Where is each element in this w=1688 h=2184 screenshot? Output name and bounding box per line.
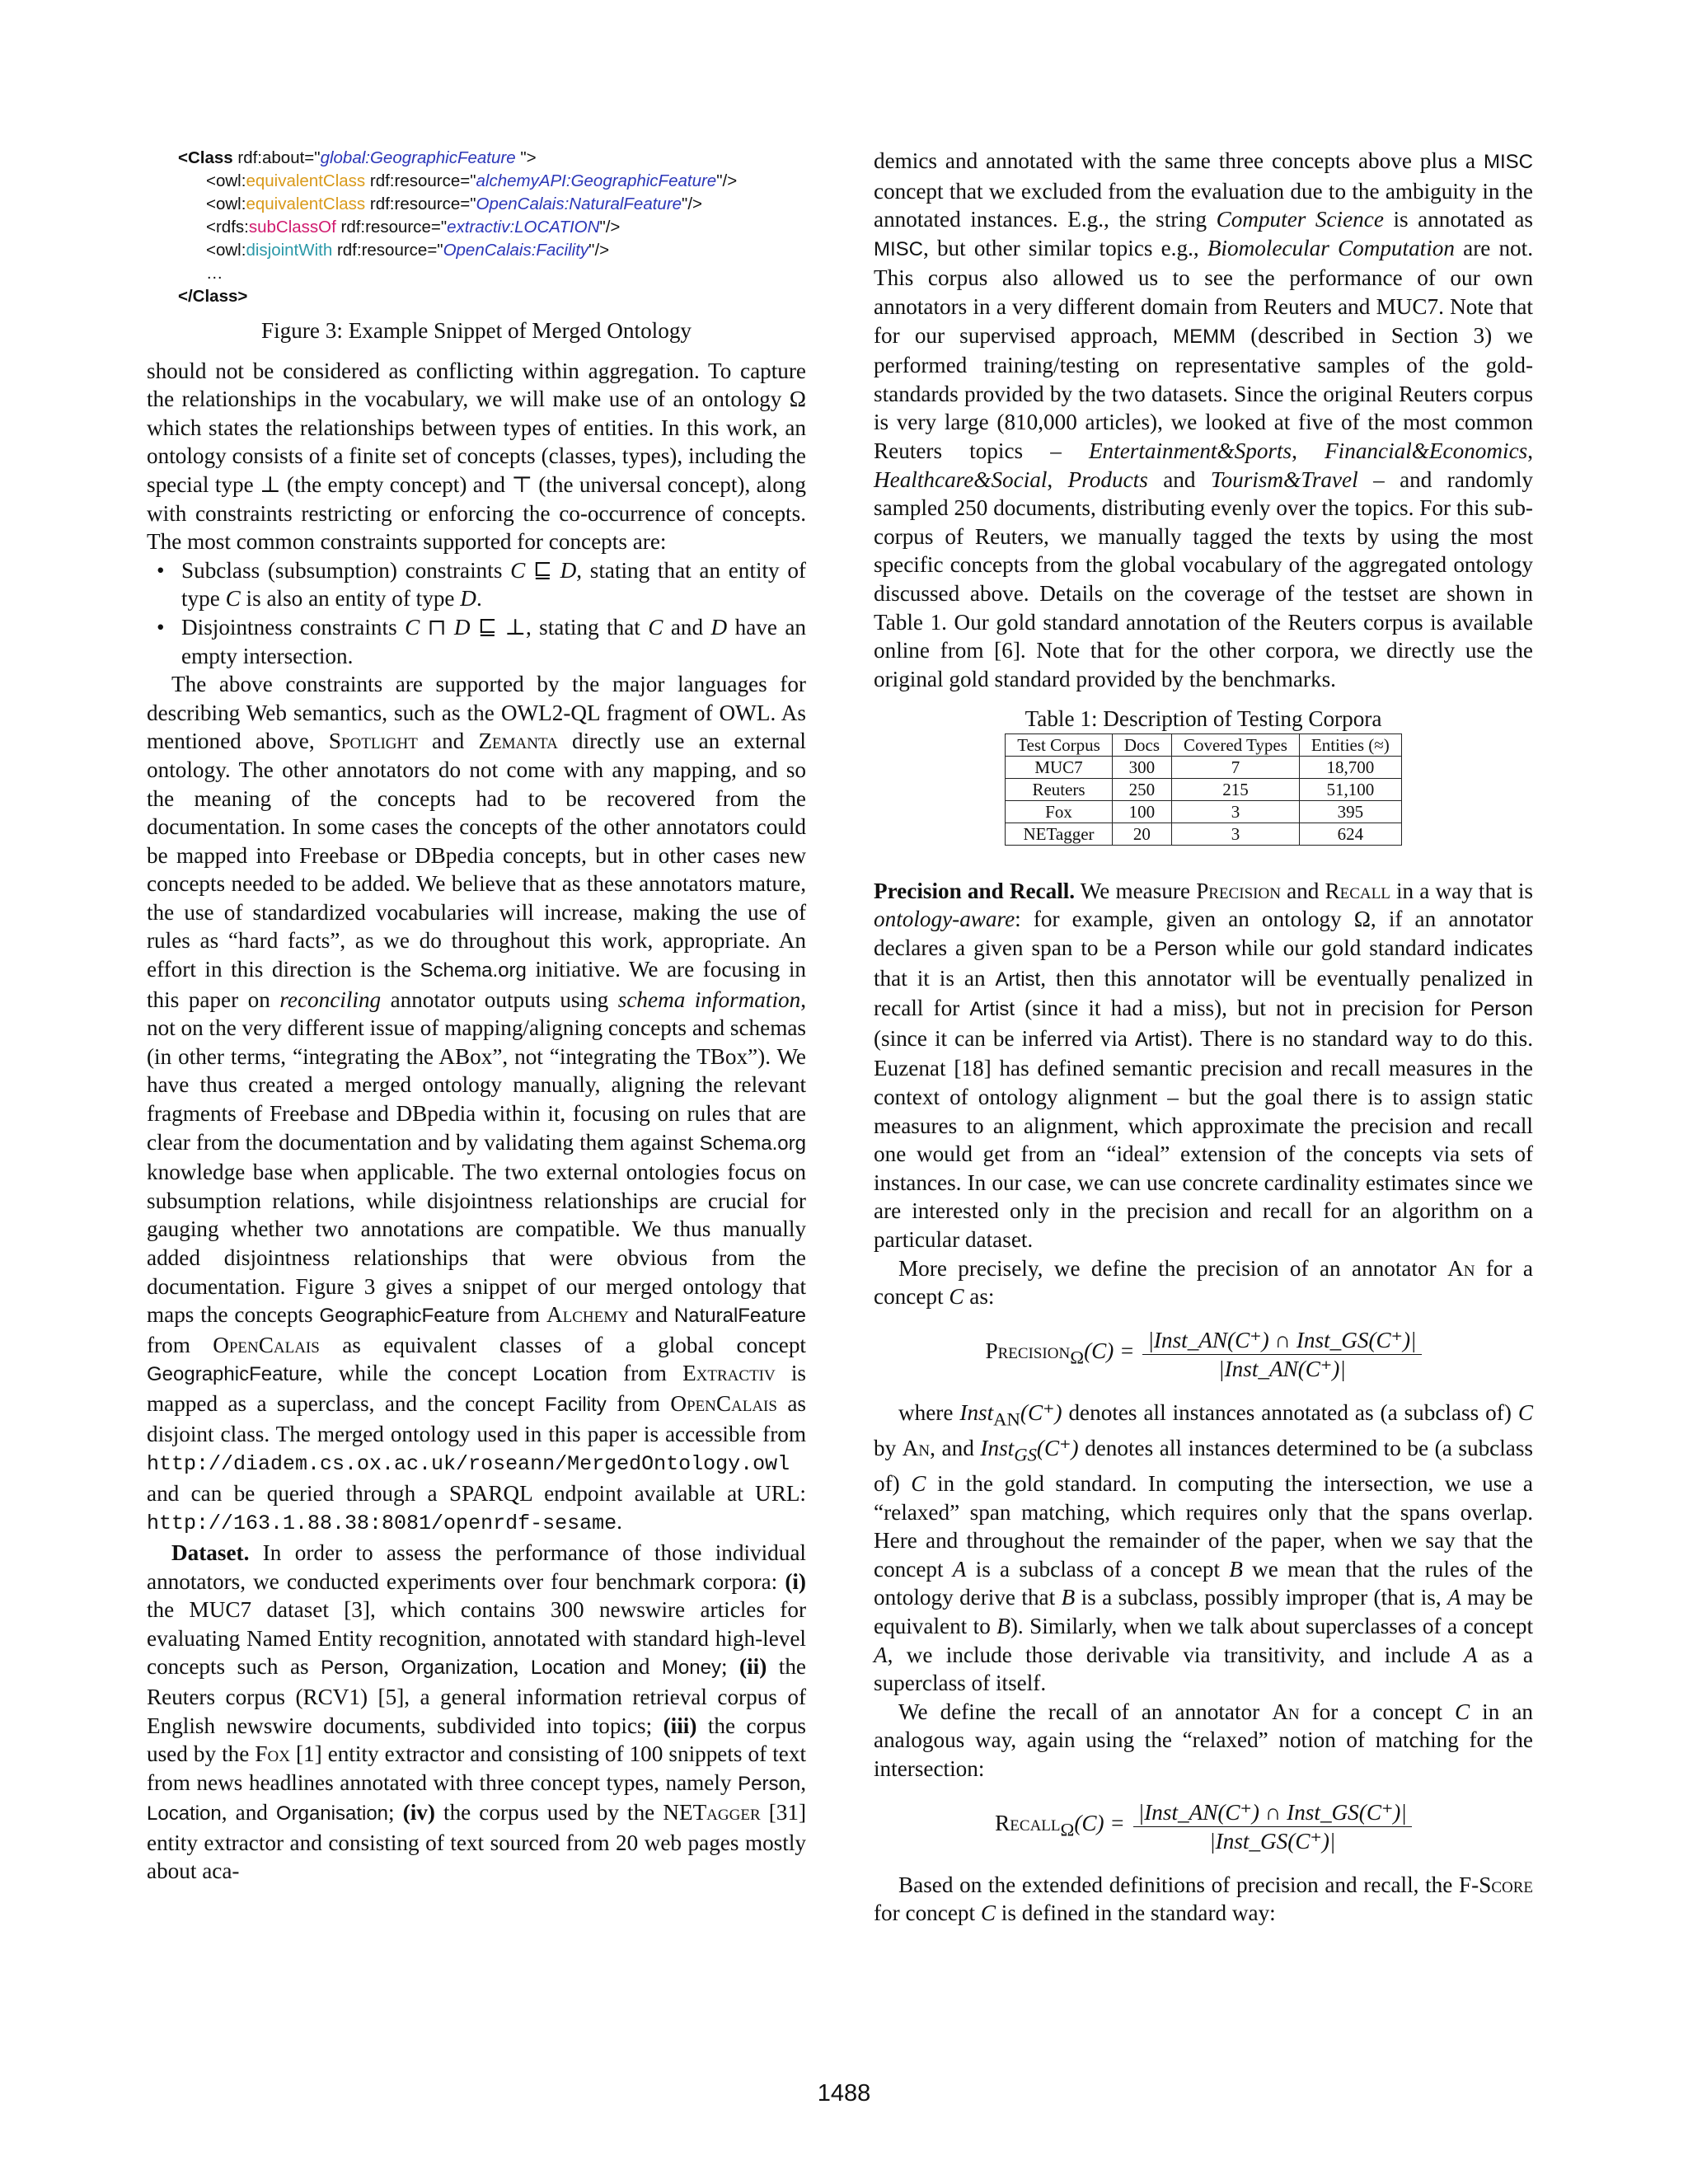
table-cell: 51,100 — [1299, 778, 1401, 800]
left-column — [147, 147, 806, 1886]
paragraph-precision-def: More precisely, we define the precision of an annotator An for a concept C as: — [874, 1255, 1533, 1310]
ontology-url-link[interactable]: http://diadem.cs.ox.ac.uk/roseann/MergedOntology.owl — [147, 1452, 790, 1477]
paragraph-precision-recall: Precision and Recall. We measure Precision and Recall in a way that is ontology-aware: for example, given an ontology Ω, if an annotator declares a given span to be a Person while our gold standard indicates that it is an Artist, then this annotator will be eventually penalized in recall for Artist (since it had a miss), but not in precision for Person (since it can be inferred via Artist). There is no standard way to do this. Euzenat [18] has defined semantic precision and recall measures in the context of ontology alignment – but the goal there is to assign static measures to an alignment, which approximate the precision and recall one would get from an “ideal” extension of the concepts via sets of instances. In our case, we can use concrete cardinality estimates since we are interested only in the precision and recall for an algorithm on a particular dataset. — [874, 878, 1534, 1252]
table-cell: 395 — [1299, 800, 1401, 823]
table-cell: 18,700 — [1299, 756, 1401, 778]
paragraph-netagger-corpus: demics and annotated with the same three concepts above plus a MISC concept that we excluded from the evaluation due to the ambiguity in the annotated instances. E.g., the string Computer Science is annotated as MISC, but other similar topics e.g., Biomolecular Computation are not. This corpus also allowed us to see the performance of our own annotators in a very different domain from Reuters and MUC7. Note that for our supervised approach, MEMM (described in Section 3) we performed training/testing on representative samples of the gold-standards provided by the two datasets. Since the original Reuters corpus is very large (810,000 articles), we looked at five of the most common Reuters topics – Entertainment&Sports, Financial&Economics, Healthcare&Social, Products and Tourism&Travel – and randomly sampled 250 documents, distributing evenly over the topics. For this sub-corpus of Reuters, we manually tagged the texts by using the most specific concepts from the global vocabulary of the aggregated ontology discussed above. Details on the coverage of the testset are shown in Table 1. Our gold standard annotation of the Reuters corpus is available online from [6]. Note that for the other corpora, we directly use the original gold standard provided by the benchmarks. — [874, 148, 1534, 691]
table-row — [1006, 823, 1402, 845]
table-header: Docs — [1112, 733, 1171, 756]
paragraph-recall-def: We define the recall of an annotator An for a concept C in an analogous way, again using the “relaxed” notion of matching for the intersection: — [874, 1699, 1533, 1781]
recall-equation: Recall$_\Omega$(C) = $\frac{\text{|Inst\_AN(C⁺) ∩ Inst\_GS(C⁺)|}}{\text{|Inst\_GS(C⁺)|}}$ — [874, 1798, 1533, 1856]
precision-equation: Precision$_\Omega$(C) = $\frac{\text{|Inst\_AN(C⁺) ∩ Inst\_GS(C⁺)|}}{\text{|Inst\_AN(C⁺)|}}$ — [874, 1326, 1533, 1384]
table-row — [1006, 778, 1402, 800]
table-1 — [1005, 733, 1402, 846]
table-cell: 215 — [1172, 778, 1300, 800]
paragraph-where: where Inst$_{AN}$(C⁺) denotes all instances annotated as (a subclass of) C by An, and Inst$_{GS}$(C⁺) denotes all instances determined to be (a subclass of) C in the gold standard. In computing the intersection, we use a “relaxed” span matching, which requires only that the spans overlap. Here and throughout the remainder of the paper, when we say that the concept A is a subclass of a concept B we mean that the rules of the ontology derive that B is a subclass, possibly improper (that is, A may be equivalent to B). Similarly, when we talk about superclasses of a concept A, we include those derivable via transitivity, and include A as a superclass of itself. — [874, 1399, 1534, 1696]
figure-3-code: <Class rdf:about="global:GeographicFeature "> <owl:equivalentClass rdf:resource="alchemyAPI:GeographicFeature"/> <owl:equivalentClass rdf:resource="OpenCalais:NaturalFeature"/> <rdfs:subClassOf rdf:resource="extractiv:LOCATION"/> <owl:disjointWith rdf:resource="OpenCalais:Facility"/> … </Class> — [178, 148, 738, 306]
table-cell: 300 — [1112, 756, 1171, 778]
table-cell: 250 — [1112, 778, 1171, 800]
figure-3-caption: Figure 3: Example Snippet of Merged Ontology — [260, 318, 692, 343]
table-header: Covered Types — [1172, 733, 1300, 756]
paragraph-dataset: Dataset. In order to assess the performance of those individual annotators, we conducted experiments over four benchmark corpora: (i) the MUC7 dataset [3], which contains 300 newswire articles for evaluating Named Entity recognition, annotated with standard high-level concepts such as Person, Organization, Location and Money; (ii) the Reuters corpus (RCV1) [5], a general information retrieval corpus of English newswire documents, subdivided into topics; (iii) the corpus used by the Fox [1] entity extractor and consisting of 100 snippets of text from news headlines annotated with three concept types, namely Person, Location, and Organisation; (iv) the corpus used by the NETagger [31] entity extractor and consisting of text sourced from 20 web pages mostly about aca- — [147, 1540, 806, 1884]
table-header: Entities (≈) — [1299, 733, 1401, 756]
table-header-row — [1006, 733, 1402, 756]
list-item-subclass: • Subclass (subsumption) constraints C ⊑ D, stating that an entity of type C is also an entity of type D. — [181, 556, 806, 613]
paragraph-fscore: Based on the extended definitions of precision and recall, the F-Score for concept C is defined in the standard way: — [874, 1872, 1533, 1926]
table-cell: 7 — [1172, 756, 1300, 778]
constraints-list — [147, 556, 806, 670]
page-number: 1488 — [817, 2080, 871, 2107]
table-cell: 3 — [1172, 800, 1300, 823]
table-cell: NETagger — [1006, 823, 1113, 845]
table-cell: 100 — [1112, 800, 1171, 823]
table-1-caption: Table 1: Description of Testing Corpora — [1025, 706, 1382, 732]
sparql-endpoint-link[interactable]: http://163.1.88.38:8081/openrdf-sesame — [147, 1511, 617, 1536]
table-cell: Fox — [1006, 800, 1113, 823]
table-row — [1006, 800, 1402, 823]
table-row — [1006, 756, 1402, 778]
table-cell: 20 — [1112, 823, 1171, 845]
table-header: Test Corpus — [1006, 733, 1113, 756]
table-cell: MUC7 — [1006, 756, 1113, 778]
list-item-disjointness: • Disjointness constraints C ⊓ D ⊑ ⊥, stating that C and D have an empty intersection. — [181, 613, 806, 670]
table-cell: 624 — [1299, 823, 1401, 845]
paragraph-constraints: The above constraints are supported by the major languages for describing Web semantics, such as the OWL2-QL fragment of OWL. As mentioned above, Spotlight and Zemanta directly use an external ontology. The other annotators do not come with any mapping, and so the meaning of the concepts had to be recovered from the documentation. In some cases the concepts of the other annotators could be mapped into Freebase or DBpedia concepts, but in other cases new concepts needed to be added. We believe that as these annotators mature, the use of standardized vocabularies will increase, making the use of rules as “hard facts”, as we do throughout this work, appropriate. An effort in this direction is the Schema.org initiative. We are focusing in this paper on reconciling annotator outputs using schema information, not on the very different issue of mapping/aligning concepts and schemas (in other terms, “integrating the ABox”, not “integrating the TBox”). We have thus created a merged ontology manually, aligning the relevant fragments of Freebase and DBpedia within it, focusing on rules that are clear from the documentation and by validating them against Schema.org knowledge base when applicable. The two external ontologies focus on subsumption relations, while disjointness relationships are crucial for gauging whether two annotations are compatible. We thus manually added disjointness relationships that were obvious from the documentation. Figure 3 gives a snippet of our merged ontology that maps the concepts GeographicFeature from Alchemy and NaturalFeature from OpenCalais as equivalent classes of a global concept GeographicFeature, while the concept Location from Extractiv is mapped as a superclass, and the concept Facility from OpenCalais as disjoint class. The merged ontology used in this paper is accessible from http://diadem.cs.ox.ac.uk/roseann/MergedOntology.owl and can be queried through a SPARQL endpoint available at URL: http://163.1.88.38:8081/openrdf-sesame. — [147, 672, 807, 1536]
paragraph-ontology: should not be considered as conflicting within aggregation. To capture the relationships in the vocabulary, we will make use of an ontology Ω which states the relationships between types of entities. In this work, an ontology consists of a finite set of concepts (classes, types), including the special type ⊥ (the empty concept) and ⊤ (the universal concept), along with constraints restricting or enforcing the co-occurrence of concepts. The most common constraints supported for concepts are: — [147, 358, 806, 555]
right-column — [874, 147, 1533, 1928]
table-cell: 3 — [1172, 823, 1300, 845]
table-cell: Reuters — [1006, 778, 1113, 800]
